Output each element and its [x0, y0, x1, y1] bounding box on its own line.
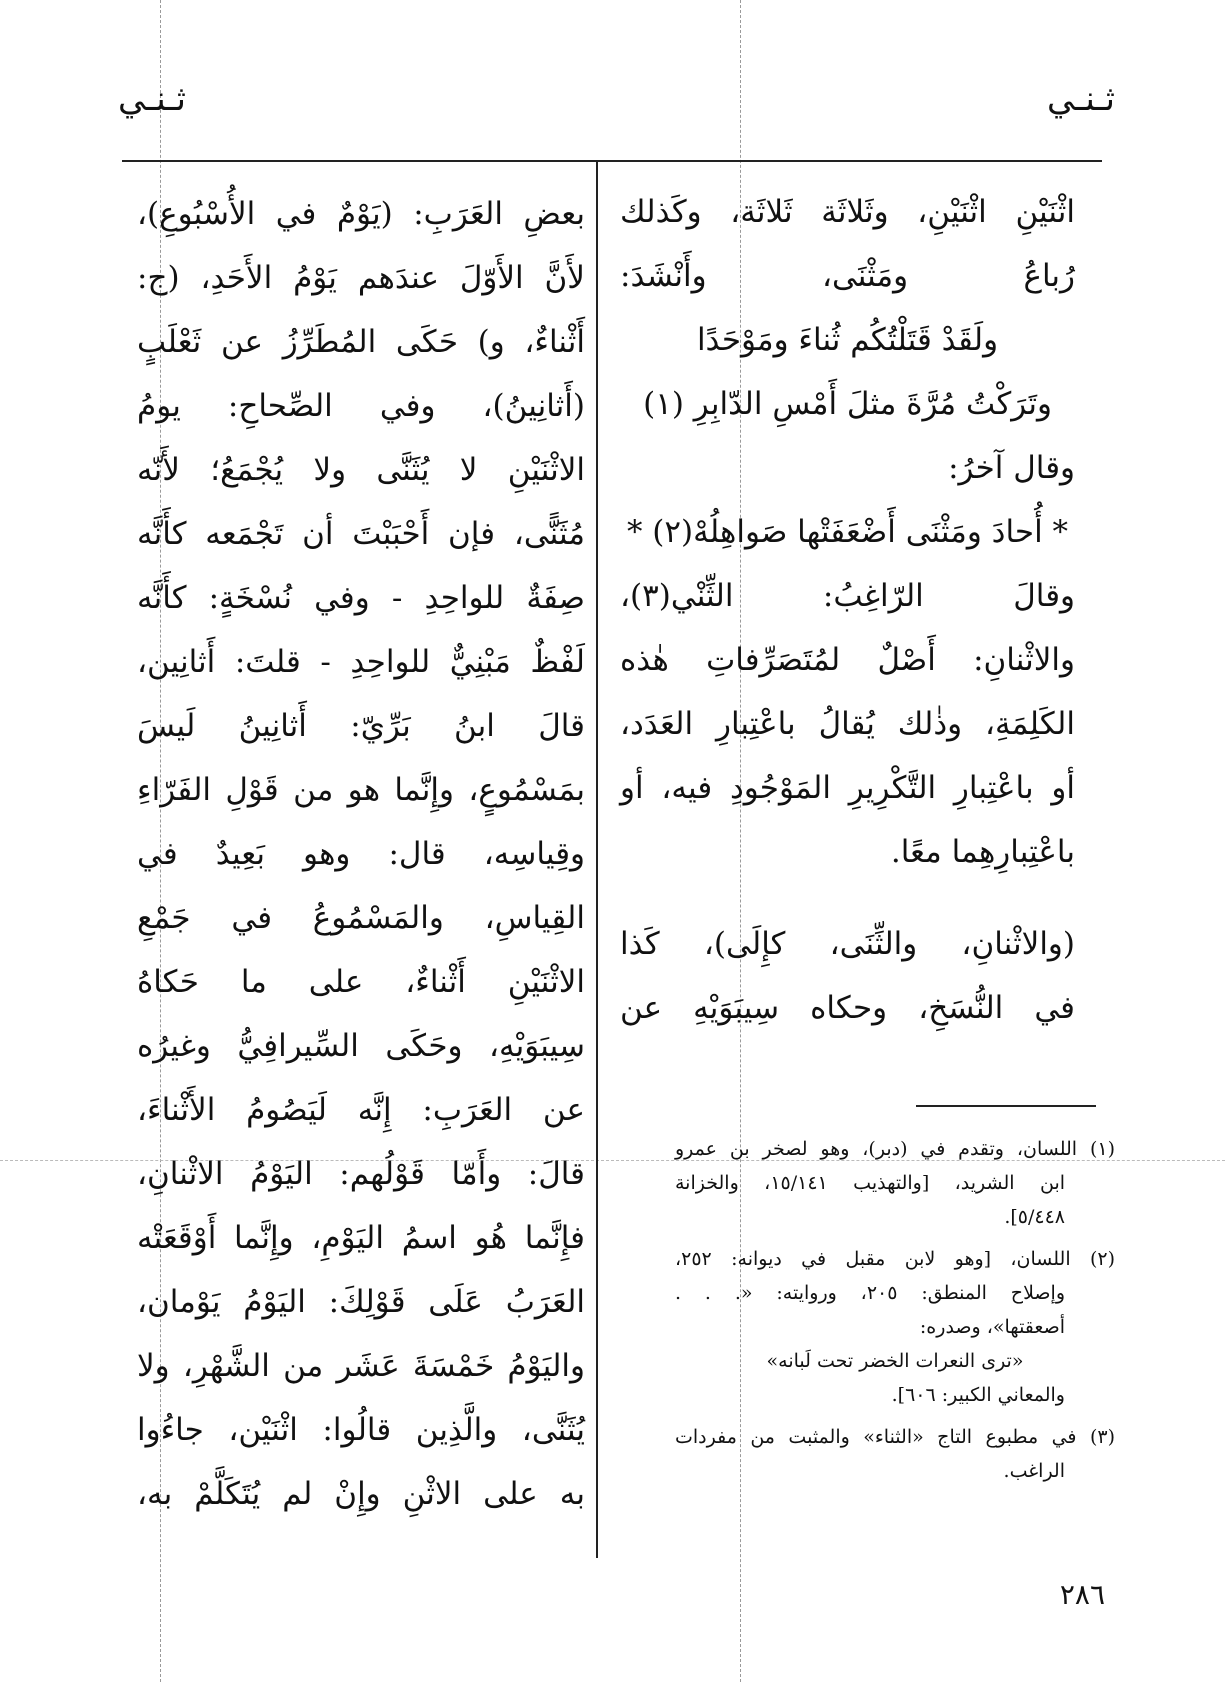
text-line: وقال آخرُ: [948, 450, 1075, 486]
text-line: (والاثْنانِ، والثِّنَى، كإِلَى)، كَذا [620, 926, 1075, 962]
text-line: مُثَنًّى، فإن أَحْبَبْتَ أن تَجْمَعه كأَنَّه [137, 516, 585, 552]
text-line: به على الاثْنِ وإِنْ لم يُتَكَلَّمْ به، [137, 1476, 585, 1512]
footnote-line: الراغب. [1003, 1460, 1065, 1482]
footnotes [675, 1132, 1115, 1496]
footnote-line: (٢) اللسان، [وهو لابن مقبل في ديوانه: ٢٥٢، [675, 1248, 1115, 1270]
footnote-rule [916, 1105, 1096, 1107]
footnote-line: (١) اللسان، وتقدم في (دبر)، وهو لصخر بن عمرو [675, 1138, 1115, 1160]
column-divider [596, 160, 598, 1558]
text-line: سِيبَوَيْهِ، وحَكَى السِّيرافِيُّ وغيرُه [137, 1028, 585, 1064]
text-line: قالَ: وأَمّا قَوْلُهم: اليَوْمُ الاثْنانِ، [137, 1156, 585, 1192]
text-line: بمَسْمُوعٍ، وإِنَّما هو من قَوْلِ الفَرّاءِ [137, 772, 585, 808]
text-line: واليَوْمُ خَمْسَةَ عَشَر من الشَّهْرِ، ولا [137, 1348, 585, 1384]
footnote [675, 1242, 1115, 1412]
left-column-text [137, 182, 585, 1590]
text-line [137, 1526, 585, 1590]
footnote-line: ٥/٤٤٨]. [1004, 1206, 1065, 1228]
text-line: اثْنَيْنِ اثْنَيْنِ، وثَلاثَة ثَلاثَة، وكَذلك [620, 194, 1075, 230]
footnote-line: (٣) في مطبوع التاج «الثناء» والمثبت من مفردات [675, 1426, 1115, 1448]
footnote-line: «ترى النعرات الخضر تحت لَبانه» [766, 1350, 1024, 1372]
text-line: وقالَ الرّاغِبُ: الثِّنْي(٣)، [620, 578, 1075, 614]
footnote-line: أصعقتها»، وصدره: [919, 1316, 1065, 1338]
header-entry-right: ثـنـي [1047, 79, 1115, 119]
text-line: لَفْظٌ مَبْنِيٌّ للواحِدِ - قلتَ: أَثانِين، [137, 644, 585, 680]
footnote-line: ابن الشريد، [والتهذيب ١٥/١٤١، والخزانة [675, 1172, 1066, 1194]
text-line: بعضِ العَرَبِ: (يَوْمٌ في الأُسْبُوعِ)، [137, 196, 585, 232]
text-line: قالَ ابنُ بَرِّيّ: أَثانِينُ لَيسَ [137, 708, 585, 744]
text-line: أَثْناءٌ، و) حَكَى المُطَرِّزُ عن ثَعْلَبٍ [137, 324, 585, 360]
text-line: وقِياسِه، قال: وهو بَعِيدٌ في [137, 836, 585, 872]
text-line: صِفَةٌ للواحِدِ - وفي نُسْخَةٍ: كأَنَّه [137, 580, 585, 616]
text-line: والاثْنانِ: أَصْلٌ لمُتَصَرِّفاتِ هٰذه [620, 642, 1075, 678]
verse-line: وتَرَكْتُ مُرَّةَ مثلَ أَمْسِ الدّابِرِ (١) [643, 386, 1052, 422]
page-number: ٢٨٦ [1059, 1578, 1105, 1611]
footnote [675, 1132, 1115, 1234]
text-line: الاثْنَيْنِ أَثْناءٌ، على ما حَكاهُ [137, 964, 585, 1000]
text-line: عن العَرَبِ: إِنَّه لَيَصُومُ الأَثْناءَ، [137, 1092, 585, 1128]
text-line: باعْتِبارِهِما معًا. [890, 834, 1075, 870]
footnote-line: والمعاني الكبير: ٦٠٦]. [891, 1384, 1065, 1406]
text-line: رُباعُ ومَثْنَى، وأَنْشَدَ: [620, 258, 1075, 294]
right-column-text [620, 180, 1075, 1040]
footnote-line: وإصلاح المنطق: ٢٠٥، وروايته: «. . . [675, 1282, 1066, 1304]
text-line: لأَنَّ الأَوّلَ عندَهم يَوْمُ الأَحَدِ، (ج: [137, 260, 585, 296]
text-line: (أَثانِينُ)، وفي الصِّحاحِ: يومُ [137, 388, 585, 424]
verse-line: ولَقَدْ قَتَلْتُكُم ثُناءَ ومَوْحَدًا [696, 322, 999, 358]
text-line: الكَلِمَةِ، وذٰلك يُقالُ باعْتِبارِ العَدَد، [620, 706, 1075, 742]
text-line: أو باعْتِبارِ التَّكْرِيرِ المَوْجُودِ فيه، أو [620, 770, 1075, 806]
text-line: فإِنَّما هُو اسمُ اليَوْمِ، وإِنَّما أَوْقَعَتْه [137, 1220, 585, 1256]
text-line: العَرَبُ عَلَى قَوْلِكَ: اليَوْمُ يَوْمان، [137, 1284, 585, 1320]
verse-line: * أُحادَ ومَثْنَى أَضْعَفَتْها صَواهِلُهْ(٢) * [626, 514, 1069, 550]
text-line: القِياسِ، والمَسْمُوعُ في جَمْعِ [137, 900, 585, 936]
text-line: يُثَنَّى، والَّذِين قالُوا: اثْنَيْن، جاءُوا [137, 1412, 585, 1448]
text-line: الاثْنَيْنِ لا يُثَنَّى ولا يُجْمَعُ؛ لأَنّه [137, 452, 585, 488]
footnote [675, 1420, 1115, 1488]
header-rule [122, 160, 1102, 162]
header-entry-left: ثـنـي [118, 79, 186, 119]
text-line: في النُّسَخِ، وحكاه سِيبَوَيْهِ عن [620, 990, 1075, 1026]
